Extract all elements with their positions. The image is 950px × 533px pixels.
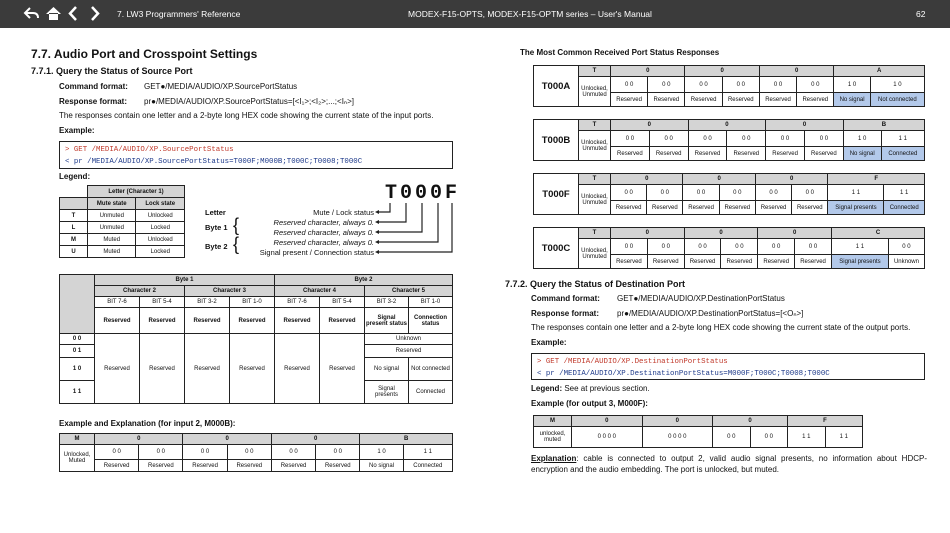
port-code: T000C: [534, 228, 579, 269]
table-cell: No signal: [834, 93, 870, 107]
previous-page-icon[interactable]: [67, 5, 84, 22]
table-cell: Unknown: [365, 334, 453, 345]
table-cell: Not connected: [409, 358, 453, 381]
table-cell: Reserved: [766, 147, 805, 161]
table-cell: 1 1: [884, 185, 925, 201]
table-cell: Muted: [88, 246, 136, 258]
bit-header: BIT 5-4: [320, 297, 365, 308]
code-example: [59, 141, 453, 169]
table-cell: Unlocked, Unmuted: [579, 77, 611, 107]
table-cell: Reserved: [139, 460, 183, 472]
byte-structure-table: [59, 274, 453, 404]
section-heading-7-7-1: 7.7.1. Query the Status of Source Port: [31, 66, 193, 76]
table-cell: Unmuted: [88, 222, 136, 234]
table-cell: 0: [766, 120, 844, 131]
table-cell: 0 0: [611, 239, 648, 255]
row-label: 1 0: [60, 358, 95, 381]
command-format-label: Command format:: [59, 82, 128, 91]
response-format-label: Response format:: [59, 97, 128, 106]
table-cell: Signal presents: [831, 255, 888, 269]
table-cell: Connected: [403, 460, 452, 472]
table-cell: Locked: [136, 246, 185, 258]
table-cell: B: [360, 434, 453, 445]
port-table-t000a: [533, 65, 925, 107]
diagram-reserved-1: Reserved character, always 0.: [273, 218, 374, 227]
table-cell: 0 0: [688, 131, 727, 147]
table-cell: Reserved: [95, 460, 139, 472]
table-cell: Reserved: [727, 147, 766, 161]
code-line-response: < pr /MEDIA/AUDIO/XP.DestinationPortStatus=M000F;T000C;T0008;T000C: [537, 370, 830, 378]
table-cell: F: [828, 174, 925, 185]
diagram-code: T000F: [385, 182, 461, 205]
table-cell: Locked: [136, 222, 185, 234]
bit-header: BIT 3-2: [365, 297, 409, 308]
table-cell: 0: [642, 416, 713, 427]
table-cell: 0 0: [727, 131, 766, 147]
description: The responses contain one letter and a 2-byte long HEX code showing the current state of the input ports.: [59, 111, 434, 120]
diagram-arrows: [375, 200, 455, 260]
diagram-reserved-2: Reserved character, always 0.: [273, 228, 374, 237]
table-cell: Connected: [884, 201, 925, 215]
table-cell: 0: [271, 434, 359, 445]
table-cell: 1 1: [788, 427, 825, 448]
table-cell: Reserved: [797, 93, 834, 107]
table-cell: C: [831, 228, 924, 239]
table-cell: 0: [755, 174, 827, 185]
connection-status-header: Connection status: [409, 308, 453, 334]
table-cell: Reserved: [688, 147, 727, 161]
bit-header: BIT 1-0: [230, 297, 275, 308]
table-cell: Unlocked: [136, 234, 185, 246]
table-cell: No signal: [365, 358, 409, 381]
example-m000f-table: [533, 415, 863, 448]
dest-explanation: Explanation: cable is connected to output 2, valid audio signal presents, no information about HDCP-encryption and the audio embedding. The port is unlocked, but muted.: [531, 454, 927, 474]
table-cell: 1 1: [828, 185, 884, 201]
table-cell: 0: [758, 228, 832, 239]
table-cell: Reserved: [185, 334, 230, 404]
table-cell: Reserved: [230, 308, 275, 334]
table-cell: Reserved: [316, 460, 360, 472]
table-cell: Reserved: [647, 255, 684, 269]
table-cell: Reserved: [611, 93, 648, 107]
response-format-value: pr●/MEDIA/AUDIO/XP.SourcePortStatus=[<I₁>;<I₂>;...;<Iₙ>]: [144, 97, 354, 106]
dest-legend: Legend: See at previous section.: [531, 384, 650, 393]
table-cell: Reserved: [758, 255, 795, 269]
table-cell: Reserved: [611, 255, 648, 269]
table-cell: Reserved: [320, 308, 365, 334]
table-cell: 0 0: [611, 77, 648, 93]
table-cell: T: [579, 174, 611, 185]
table-cell: Reserved: [649, 147, 688, 161]
table-cell: 0 0: [227, 445, 271, 460]
table-cell: 0: [572, 416, 643, 427]
table-cell: 1 0: [843, 131, 881, 147]
letter-table: [59, 185, 185, 258]
table-cell: Connected: [409, 381, 453, 404]
table-cell: Reserved: [755, 201, 791, 215]
table-cell: Reserved: [140, 334, 185, 404]
table-cell: 0 0: [611, 131, 650, 147]
table-cell: Reserved: [719, 201, 755, 215]
table-cell: 0 0: [139, 445, 183, 460]
example-explanation-title: Example and Explanation (for input 2, M000B):: [59, 419, 236, 428]
table-cell: Reserved: [685, 93, 722, 107]
table-cell: Reserved: [365, 345, 453, 358]
byte1-brace: {: [233, 215, 240, 235]
table-cell: Reserved: [230, 334, 275, 404]
character2-header: Character 2: [95, 286, 185, 297]
table-cell: Not connected: [870, 93, 924, 107]
chapter-title: 7. LW3 Programmers' Reference: [117, 9, 241, 19]
table-cell: F: [788, 416, 863, 427]
table-cell: T: [60, 210, 88, 222]
nav-buttons: [23, 5, 106, 22]
table-cell: 0 0: [888, 239, 924, 255]
signal-present-header: Signal present status: [365, 308, 409, 334]
table-cell: Signal presents: [365, 381, 409, 404]
table-cell: 0: [95, 434, 183, 445]
table-cell: Reserved: [648, 93, 685, 107]
common-responses-title: The Most Common Received Port Status Responses: [520, 48, 720, 57]
table-cell: 1 0: [834, 77, 870, 93]
table-cell: 0: [611, 174, 683, 185]
table-cell: M: [60, 434, 95, 445]
table-cell: Reserved: [684, 255, 721, 269]
row-label: 0 0: [60, 334, 95, 345]
diagram-byte2-label: Byte 2: [205, 242, 228, 251]
table-cell: 0 0: [648, 77, 685, 93]
dest-response-format-value: pr●/MEDIA/AUDIO/XP.DestinationPortStatus=[<Oₙ>]: [617, 309, 804, 318]
diagram-mute-lock: Mute / Lock status: [313, 208, 374, 217]
table-cell: 0 0: [713, 427, 750, 448]
character4-header: Character 4: [275, 286, 365, 297]
table-cell: 0: [684, 228, 758, 239]
table-cell: 0 0: [755, 185, 791, 201]
port-table-t000b: [533, 119, 925, 161]
table-cell: 0 0: [183, 445, 227, 460]
byte2-brace: {: [233, 234, 240, 254]
table-cell: 0 0 0 0: [642, 427, 713, 448]
table-cell: 1 1: [825, 427, 863, 448]
table-cell: Reserved: [183, 460, 227, 472]
table-cell: No signal: [360, 460, 403, 472]
diagram-byte1-label: Byte 1: [205, 223, 228, 232]
table-cell: M: [534, 416, 572, 427]
table-cell: 0 0: [647, 185, 683, 201]
table-cell: 0: [683, 174, 755, 185]
table-cell: Reserved: [185, 308, 230, 334]
table-cell: 1 0: [870, 77, 924, 93]
table-cell: T: [579, 228, 611, 239]
top-bar: [0, 0, 950, 28]
port-table-t000f: [533, 173, 925, 215]
bit-header: BIT 5-4: [140, 297, 185, 308]
dest-code-example: [531, 353, 925, 380]
command-format-value: GET●/MEDIA/AUDIO/XP.SourcePortStatus: [144, 82, 298, 91]
table-cell: Reserved: [140, 308, 185, 334]
table-cell: Reserved: [275, 334, 320, 404]
table-cell: 0 0: [719, 185, 755, 201]
table-cell: 0: [688, 120, 766, 131]
table-cell: Reserved: [95, 334, 140, 404]
table-cell: 0 0: [95, 445, 139, 460]
table-cell: 0 0: [271, 445, 315, 460]
section-heading-7-7-2: 7.7.2. Query the Status of Destination Port: [505, 279, 686, 289]
col-mute-state: Mute state: [88, 198, 136, 210]
dest-command-format-label: Command format:: [531, 294, 600, 303]
example-m000b-table: [59, 433, 453, 472]
table-cell: Reserved: [611, 147, 650, 161]
table-cell: 0 0: [316, 445, 360, 460]
table-cell: 0 0: [759, 77, 796, 93]
table-cell: 0 0: [721, 239, 758, 255]
bit-header: BIT 3-2: [185, 297, 230, 308]
table-cell: Reserved: [683, 201, 719, 215]
home-icon[interactable]: [45, 5, 62, 22]
bit-header: BIT 7-6: [275, 297, 320, 308]
table-cell: Reserved: [647, 201, 683, 215]
table-cell: 0 0: [797, 77, 834, 93]
table-cell: Reserved: [227, 460, 271, 472]
port-table-t000c: [533, 227, 925, 269]
table-cell: U: [60, 246, 88, 258]
dest-description: The responses contain one letter and a 2-byte long HEX code showing the current state of the output ports.: [531, 323, 911, 332]
table-cell: 0 0: [804, 131, 843, 147]
section-heading-7-7: 7.7. Audio Port and Crosspoint Settings: [31, 47, 258, 61]
byte1-header: Byte 1: [95, 275, 275, 286]
port-code: T000F: [534, 174, 579, 215]
table-cell: 0: [611, 120, 689, 131]
table-cell: 1 1: [403, 445, 452, 460]
table-cell: A: [834, 66, 925, 77]
table-cell: Reserved: [795, 255, 832, 269]
row-label: 1 1: [60, 381, 95, 404]
table-cell: Unlocked, Muted: [60, 445, 95, 472]
table-cell: 0: [183, 434, 271, 445]
table-cell: L: [60, 222, 88, 234]
table-cell: 0 0: [792, 185, 828, 201]
table-cell: 0: [611, 228, 685, 239]
table-cell: Reserved: [320, 334, 365, 404]
table-cell: Reserved: [804, 147, 843, 161]
example-label: Example:: [59, 126, 95, 135]
table-cell: Reserved: [759, 93, 796, 107]
table-cell: B: [843, 120, 924, 131]
table-cell: 0: [685, 66, 759, 77]
table-cell: T: [579, 66, 611, 77]
manual-title: MODEX-F15-OPTS, MODEX-F15-OPTM series – User's Manual: [408, 9, 652, 19]
table-cell: 0 0: [722, 77, 759, 93]
diagram-reserved-3: Reserved character, always 0.: [273, 238, 374, 247]
code-line-get: > GET /MEDIA/AUDIO/XP.DestinationPortStatus: [537, 358, 728, 366]
table-cell: Unlocked: [136, 210, 185, 222]
table-cell: 1 0: [360, 445, 403, 460]
bit-header: BIT 7-6: [95, 297, 140, 308]
table-cell: 0 0: [766, 131, 805, 147]
table-cell: Unlocked, Unmuted: [579, 239, 611, 269]
table-cell: Reserved: [95, 308, 140, 334]
character3-header: Character 3: [185, 286, 275, 297]
table-cell: Signal presents: [828, 201, 884, 215]
table-cell: Reserved: [721, 255, 758, 269]
table-cell: 1 1: [881, 131, 924, 147]
table-cell: 0: [759, 66, 833, 77]
code-line-response: < pr /MEDIA/AUDIO/XP.SourcePortStatus=T000F;M000B;T000C;T0008;T000C: [65, 158, 363, 166]
next-page-icon[interactable]: [89, 5, 106, 22]
table-cell: Reserved: [275, 308, 320, 334]
table-cell: Unlocked, Unmuted: [579, 185, 611, 215]
table-cell: Reserved: [722, 93, 759, 107]
dest-example-label: Example:: [531, 338, 567, 347]
table-cell: 0 0: [795, 239, 832, 255]
table-cell: Reserved: [271, 460, 315, 472]
table-cell: 0: [713, 416, 788, 427]
table-cell: 1 1: [831, 239, 888, 255]
table-cell: 0 0: [647, 239, 684, 255]
table-cell: 0 0 0 0: [572, 427, 643, 448]
row-label: 0 1: [60, 345, 95, 358]
table-cell: unlocked, muted: [534, 427, 572, 448]
character5-header: Character 5: [365, 286, 453, 297]
bit-header: BIT 1-0: [409, 297, 453, 308]
back-icon[interactable]: [23, 5, 40, 22]
table-cell: Connected: [881, 147, 924, 161]
table-cell: 0 0: [649, 131, 688, 147]
dest-example-3-title: Example (for output 3, M000F):: [531, 399, 648, 408]
diagram-letter-label: Letter: [205, 208, 226, 217]
table-cell: 0: [611, 66, 685, 77]
table-cell: 0 0: [683, 185, 719, 201]
table-cell: 0 0: [684, 239, 721, 255]
dest-command-format-value: GET●/MEDIA/AUDIO/XP.DestinationPortStatus: [617, 294, 785, 303]
table-cell: Muted: [88, 234, 136, 246]
dest-response-format-label: Response format:: [531, 309, 600, 318]
table-cell: 0 0: [750, 427, 787, 448]
byte2-header: Byte 2: [275, 275, 453, 286]
code-line-get: > GET /MEDIA/AUDIO/XP.SourcePortStatus: [65, 146, 234, 154]
table-cell: Unmuted: [88, 210, 136, 222]
table-cell: M: [60, 234, 88, 246]
table-cell: Reserved: [792, 201, 828, 215]
table-cell: 0 0: [685, 77, 722, 93]
table-cell: No signal: [843, 147, 881, 161]
table-cell: 0 0: [758, 239, 795, 255]
port-code: T000A: [534, 66, 579, 107]
page-number: 62: [916, 9, 926, 19]
table-cell: Unlocked, Unmuted: [579, 131, 611, 161]
table-cell: Unknown: [888, 255, 924, 269]
letter-table-title: Letter (Character 1): [88, 186, 185, 198]
col-lock-state: Lock state: [136, 198, 185, 210]
legend-label: Legend:: [59, 172, 91, 181]
table-cell: T: [579, 120, 611, 131]
port-code: T000B: [534, 120, 579, 161]
diagram-signal-connection: Signal present / Connection status: [259, 248, 374, 257]
table-cell: Reserved: [611, 201, 647, 215]
table-cell: 0 0: [611, 185, 647, 201]
